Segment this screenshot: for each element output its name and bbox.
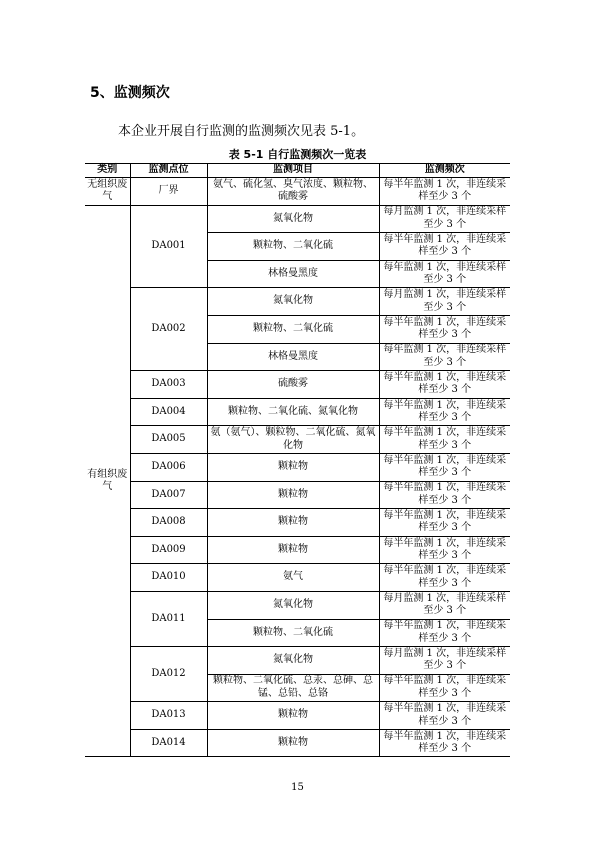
item-cell: 氨（氨气）、颗粒物、二氧化硫、氮氧化物 (207, 426, 379, 454)
point-cell: DA004 (130, 398, 207, 426)
frequency-cell: 每半年监测 1 次，非连续采样至少 3 个 (379, 481, 510, 509)
frequency-cell: 每半年监测 1 次，非连续采样至少 3 个 (379, 371, 510, 399)
table-header-row (85, 164, 510, 178)
category-cell: 有组织废气 (85, 205, 130, 757)
table-row (85, 536, 510, 564)
point-cell: DA003 (130, 371, 207, 399)
point-cell: 厂界 (130, 178, 207, 206)
frequency-cell: 每半年监测 1 次，非连续采样至少 3 个 (379, 426, 510, 454)
item-cell: 颗粒物 (207, 536, 379, 564)
header-item: 监测项目 (207, 164, 379, 178)
item-cell: 氨气、硫化氢、臭气浓度、颗粒物、硫酸雾 (207, 178, 379, 206)
item-cell: 颗粒物、二氧化硫 (207, 315, 379, 343)
frequency-cell: 每半年监测 1 次，非连续采样至少 3 个 (379, 178, 510, 206)
header-point: 监测点位 (130, 164, 207, 178)
category-cell: 无组织废气 (85, 178, 130, 206)
point-cell: DA012 (130, 647, 207, 702)
section-heading: 5、监测频次 (90, 85, 170, 101)
table-row (85, 205, 510, 233)
frequency-cell: 每月监测 1 次，非连续采样至少 3 个 (379, 647, 510, 675)
point-cell: DA002 (130, 288, 207, 371)
table-row (85, 729, 510, 757)
item-cell: 颗粒物 (207, 481, 379, 509)
frequency-cell: 每半年监测 1 次，非连续采样至少 3 个 (379, 398, 510, 426)
item-cell: 林格曼黑度 (207, 260, 379, 288)
table-row (85, 481, 510, 509)
table-row (85, 371, 510, 399)
frequency-cell: 每半年监测 1 次，非连续采样至少 3 个 (379, 453, 510, 481)
item-cell: 颗粒物、二氧化硫、总汞、总砷、总锰、总铅、总铬 (207, 674, 379, 702)
frequency-cell: 每月监测 1 次，非连续采样至少 3 个 (379, 591, 510, 619)
item-cell: 硫酸雾 (207, 371, 379, 399)
point-cell: DA006 (130, 453, 207, 481)
table-row (85, 398, 510, 426)
frequency-cell: 每月监测 1 次，非连续采样至少 3 个 (379, 288, 510, 316)
intro-paragraph: 本企业开展自行监测的监测频次见表 5-1。 (118, 124, 365, 139)
table-row (85, 509, 510, 537)
frequency-cell: 每半年监测 1 次，非连续采样至少 3 个 (379, 509, 510, 537)
item-cell: 氮氧化物 (207, 647, 379, 675)
point-cell: DA007 (130, 481, 207, 509)
point-cell: DA008 (130, 509, 207, 537)
page-number: 15 (291, 782, 304, 793)
item-cell: 颗粒物 (207, 509, 379, 537)
item-cell: 颗粒物 (207, 702, 379, 730)
table-row (85, 647, 510, 675)
frequency-cell: 每半年监测 1 次，非连续采样至少 3 个 (379, 674, 510, 702)
table-row (85, 564, 510, 592)
frequency-cell: 每半年监测 1 次，非连续采样至少 3 个 (379, 619, 510, 647)
item-cell: 林格曼黑度 (207, 343, 379, 371)
frequency-cell: 每半年监测 1 次，非连续采样至少 3 个 (379, 564, 510, 592)
point-cell: DA001 (130, 205, 207, 288)
frequency-cell: 每年监测 1 次，非连续采样至少 3 个 (379, 343, 510, 371)
frequency-cell: 每半年监测 1 次，非连续采样至少 3 个 (379, 233, 510, 261)
frequency-cell: 每半年监测 1 次，非连续采样至少 3 个 (379, 536, 510, 564)
item-cell: 氮氧化物 (207, 205, 379, 233)
point-cell: DA009 (130, 536, 207, 564)
table-row (85, 702, 510, 730)
item-cell: 颗粒物、二氧化硫 (207, 233, 379, 261)
frequency-cell: 每年监测 1 次，非连续采样至少 3 个 (379, 260, 510, 288)
point-cell: DA014 (130, 729, 207, 757)
item-cell: 颗粒物、二氧化硫 (207, 619, 379, 647)
monitoring-frequency-table (85, 163, 510, 757)
item-cell: 氨气 (207, 564, 379, 592)
frequency-cell: 每半年监测 1 次，非连续采样至少 3 个 (379, 315, 510, 343)
point-cell: DA010 (130, 564, 207, 592)
table-row (85, 178, 510, 206)
point-cell: DA005 (130, 426, 207, 454)
item-cell: 颗粒物、二氧化硫、氮氧化物 (207, 398, 379, 426)
point-cell: DA011 (130, 591, 207, 646)
item-cell: 氮氧化物 (207, 591, 379, 619)
frequency-cell: 每月监测 1 次，非连续采样至少 3 个 (379, 205, 510, 233)
table-row (85, 288, 510, 316)
item-cell: 氮氧化物 (207, 288, 379, 316)
point-cell: DA013 (130, 702, 207, 730)
item-cell: 颗粒物 (207, 453, 379, 481)
frequency-cell: 每半年监测 1 次，非连续采样至少 3 个 (379, 702, 510, 730)
item-cell: 颗粒物 (207, 729, 379, 757)
table-caption: 表 5-1 自行监测频次一览表 (228, 148, 367, 161)
table-row (85, 453, 510, 481)
header-category: 类别 (85, 164, 130, 178)
table-row (85, 426, 510, 454)
table-row (85, 591, 510, 619)
header-frequency: 监测频次 (379, 164, 510, 178)
frequency-cell: 每半年监测 1 次，非连续采样至少 3 个 (379, 729, 510, 757)
